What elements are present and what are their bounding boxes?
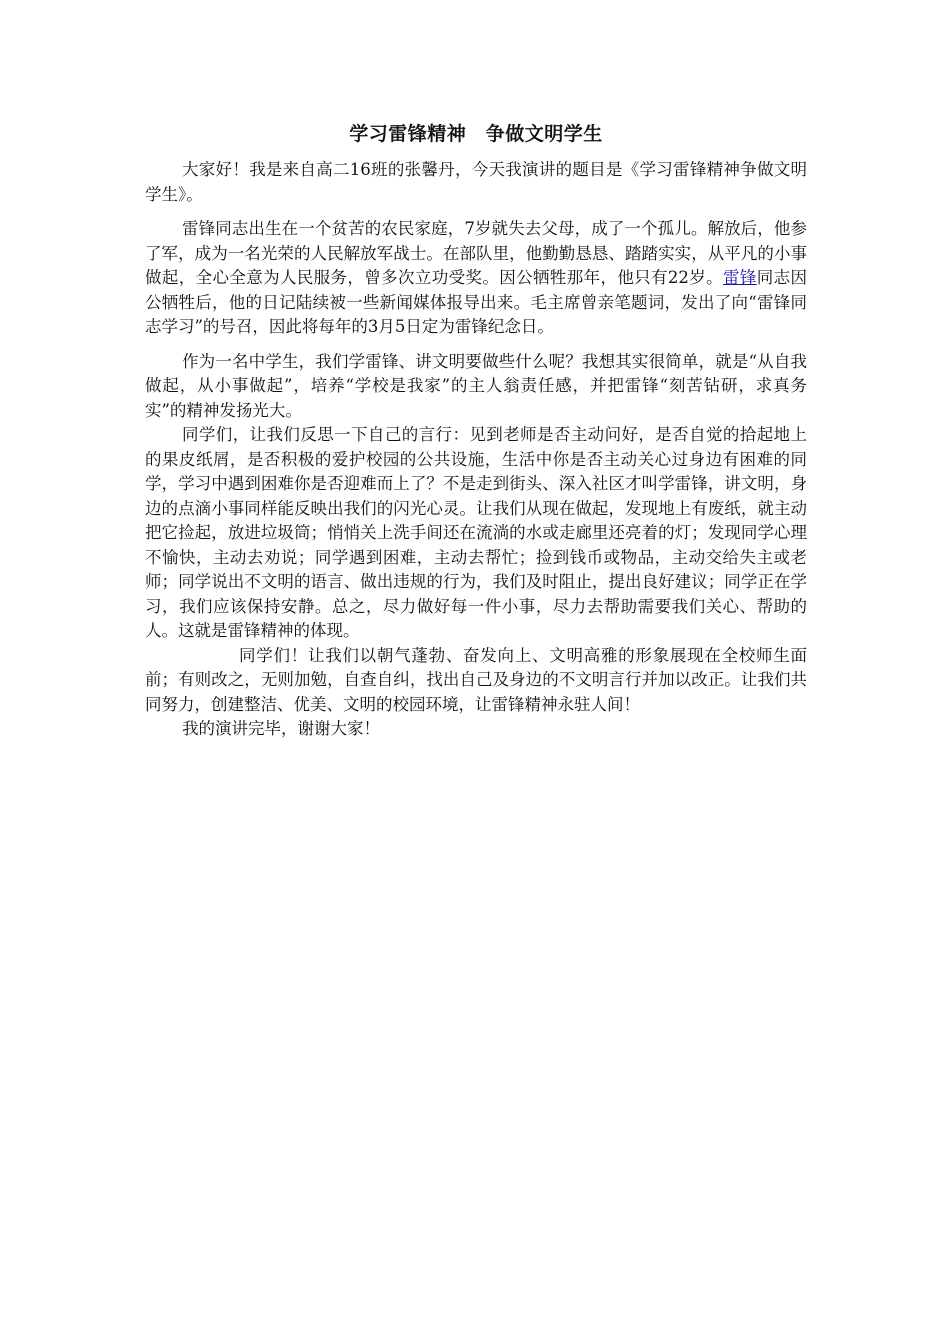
biography-text-end: 同志因公牺牲后，他的日记陆续被一些新闻媒体报导出来。毛主席曾亲笔题词，发出了向“雷锋同志学习”的号召，因此将每年的3月5日定为雷锋纪念日。 — [145, 268, 808, 336]
leifeng-link[interactable]: 雷锋 — [723, 268, 757, 287]
page-title: 学习雷锋精神 争做文明学生 — [349, 123, 603, 145]
paragraph-closing: 我的演讲完毕，谢谢大家！ — [182, 719, 380, 738]
document-page — [145, 118, 807, 742]
paragraph-call-to-action: 同学们！让我们以朝气蓬勃、奋发向上、文明高雅的形象展现在全校师生面前；有则改之，无则加勉，自查自纠，找出自己及身边的不文明言行并加以改正。让我们共同努力，创建整洁、优美、文明的校园环境，让雷锋精神永驻人间！ — [145, 645, 807, 714]
biography-text-start: 雷锋同志出生在一个贫苦的农民家庭，7岁就失去父母，成了一个孤儿。解放后，他参了军，成为一名光荣的人民解放军战士。在部队里，他勤勤恳恳、踏踏实实，从平凡的小事做起，全心全意为人民服务，曾多次立功受奖。因公牺牲那年，他只有22岁。 — [145, 219, 807, 287]
paragraph-what-to-do: 作为一名中学生，我们学雷锋、讲文明要做些什么呢？我想其实很简单，就是“从自我做起，从小事做起”，培养“学校是我家”的主人翁责任感，并把雷锋“刻苦钻研，求真务实”的精神发扬光大。 — [145, 351, 807, 420]
paragraph-biography — [145, 217, 807, 340]
paragraph-greeting: 大家好！我是来自高二16班的张馨丹，今天我演讲的题目是《学习雷锋精神争做文明学生》。 — [145, 160, 807, 204]
paragraph-reflection: 同学们，让我们反思一下自己的言行：见到老师是否主动问好，是否自觉的拾起地上的果皮纸屑，是否积极的爱护校园的公共设施，生活中你是否主动关心过身边有困难的同学，学习中遇到困难你是否迎难而上了？不是走到街头、深入社区才叫学雷锋，讲文明，身边的点滴小事同样能反映出我们的闪光心灵。让我们从现在做起，发现地上有废纸，就主动把它捡起，放进垃圾筒；悄悄关上洗手间还在流淌的水或走廊里还亮着的灯；发现同学心理不愉快，主动去劝说；同学遇到困难，主动去帮忙；捡到钱币或物品，主动交给失主或老师；同学说出不文明的语言、做出违规的行为，我们及时阻止，提出良好建议；同学正在学习，我们应该保持安静。总之，尽力做好每一件小事，尽力去帮助需要我们关心、帮助的人。这就是雷锋精神的体现。 — [145, 425, 807, 640]
